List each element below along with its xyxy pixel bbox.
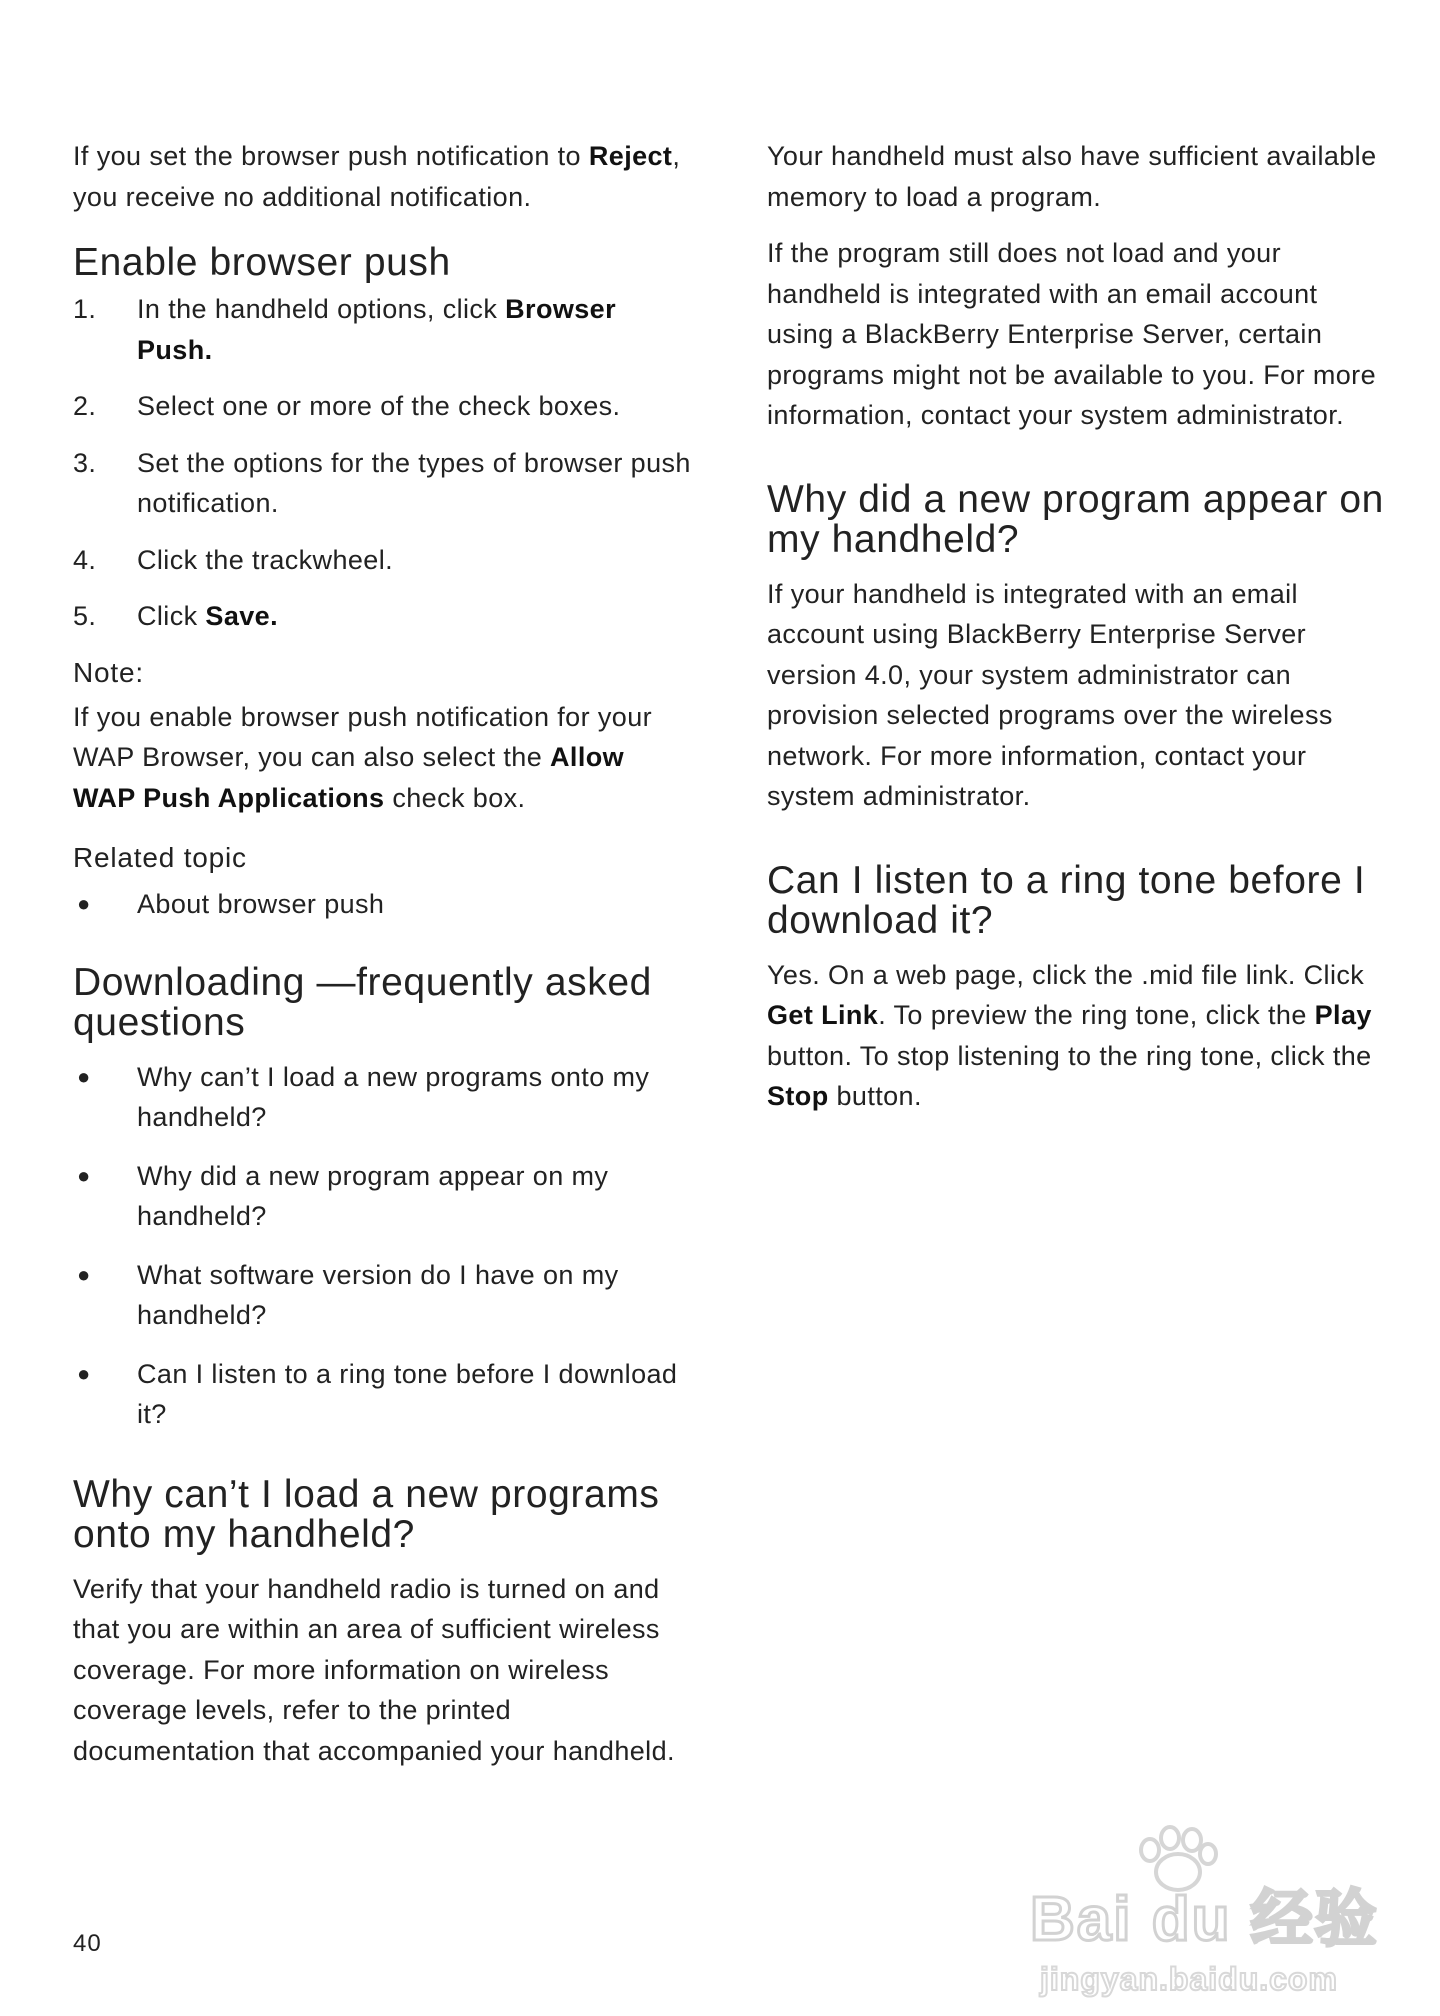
right-column xyxy=(767,136,1387,1117)
faq-link[interactable]: ● What software version do I have on my handheld? xyxy=(73,1255,693,1336)
enable-browser-push-heading: Enable browser push xyxy=(73,241,451,284)
ringtone-heading: Can I listen to a ring tone before I download it? xyxy=(767,858,1366,942)
left-column xyxy=(73,136,693,1771)
bullet-icon: ● xyxy=(77,1360,91,1386)
related-topic-label: Related topic xyxy=(73,842,247,873)
note-label: Note: xyxy=(73,656,144,688)
list-item: 1. In the handheld options, click Browser Push. xyxy=(73,294,616,365)
bullet-icon: ● xyxy=(77,1162,91,1188)
baidu-jingyan-watermark xyxy=(1030,1820,1410,2000)
faq-list xyxy=(73,1057,693,1435)
appear-paragraph: If your handheld is integrated with an email account using BlackBerry Enterprise Server version 4.0, your system administrator can provision selected programs over the wireless network. For more information, contact your system administrator. xyxy=(767,578,1333,811)
faq-link[interactable]: ● Why did a new program appear on my handheld? xyxy=(73,1156,693,1237)
note-paragraph: If you enable browser push notification for your WAP Browser, you can also select the Allow WAP Push Applications check box. xyxy=(73,701,653,813)
watermark-url: jingyan.baidu.com xyxy=(1040,1961,1338,1997)
bullet-icon: ● xyxy=(77,1261,91,1287)
list-item: 3. Set the options for the types of browser push notification. xyxy=(73,447,691,518)
intro-paragraph: If you set the browser push notification to Reject, you receive no additional notification. xyxy=(73,141,681,212)
faq-link[interactable]: ● Can I listen to a ring tone before I download it? xyxy=(73,1354,693,1435)
ringtone-paragraph: Yes. On a web page, click the .mid file link. Click Get Link. To preview the ring tone, click the Play button. To stop listening to the ring tone, click the Stop button. xyxy=(767,959,1372,1111)
bullet-icon: ● xyxy=(77,891,91,916)
paw-icon xyxy=(1141,1827,1216,1890)
list-item: 5. Click Save. xyxy=(73,601,278,631)
steps-list xyxy=(73,289,693,637)
faq-link[interactable]: ● Why can’t I load a new programs onto my handheld? xyxy=(73,1057,693,1138)
list-item: 2. Select one or more of the check boxes. xyxy=(73,391,621,421)
appear-heading: Why did a new program appear on my handheld? xyxy=(767,477,1384,561)
cant-load-paragraph: Verify that your handheld radio is turned on and that you are within an area of sufficient wireless coverage. For more information on wireless coverage levels, refer to the printed documentation that accompanied your handheld. xyxy=(73,1573,675,1766)
faq-heading: Downloading —frequently asked questions xyxy=(73,960,652,1044)
related-topics-list xyxy=(73,884,693,925)
watermark-brand: Bai du 经验 xyxy=(1030,1885,1379,1954)
cant-load-heading: Why can’t I load a new programs onto my handheld? xyxy=(73,1472,660,1556)
related-topic-link[interactable]: ● About browser push xyxy=(73,884,693,925)
still-paragraph: If the program still does not load and your handheld is integrated with an email account using a BlackBerry Enterprise Server, certain programs might not be available to you. For more information, contact your system administrator. xyxy=(767,238,1376,430)
page-number: 40 xyxy=(73,1930,102,1957)
list-item: 4. Click the trackwheel. xyxy=(73,544,393,575)
bullet-icon: ● xyxy=(77,1063,91,1089)
memory-paragraph: Your handheld must also have sufficient available memory to load a program. xyxy=(767,141,1377,212)
